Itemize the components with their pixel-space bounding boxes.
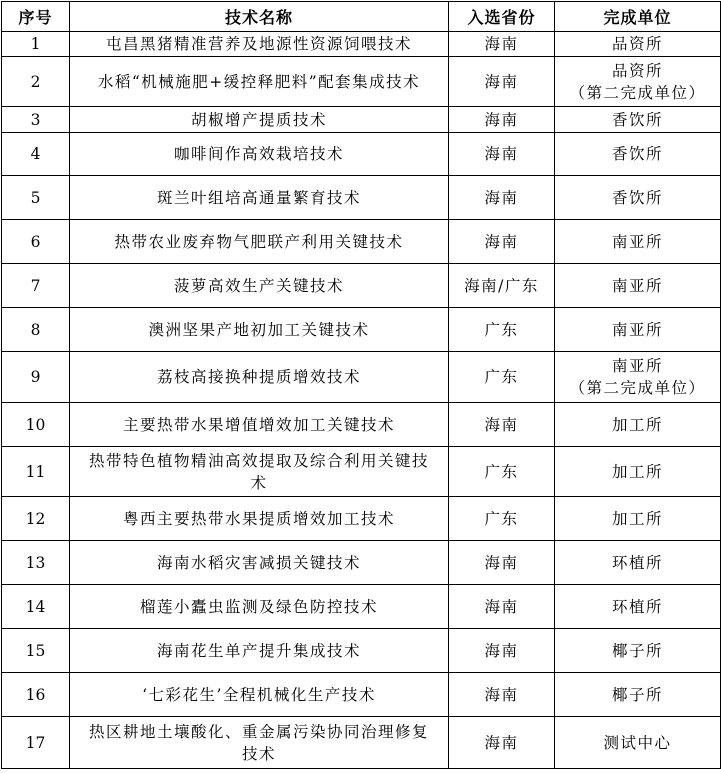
province: 海南 bbox=[449, 403, 555, 447]
province: 海南 bbox=[449, 629, 555, 673]
row-number: 6 bbox=[2, 220, 70, 264]
completing-unit bbox=[555, 447, 721, 497]
province: 海南 bbox=[449, 541, 555, 585]
completing-unit bbox=[555, 107, 721, 133]
header-technology-name: 技术名称 bbox=[70, 2, 449, 32]
province: 海南 bbox=[449, 32, 555, 57]
province: 海南 bbox=[449, 133, 555, 176]
row-number: 3 bbox=[2, 107, 70, 133]
technology-name: 热带农业废弃物气肥联产利用关键技术 bbox=[70, 220, 449, 264]
table-header-row bbox=[2, 2, 721, 32]
row-number: 12 bbox=[2, 497, 70, 541]
unit-name: 椰子所 bbox=[611, 685, 663, 704]
unit-name: 环植所 bbox=[611, 597, 663, 616]
header-number: 序号 bbox=[2, 2, 70, 32]
province: 海南 bbox=[449, 107, 555, 133]
completing-unit bbox=[555, 541, 721, 585]
completing-unit bbox=[555, 57, 721, 107]
unit-name: 测试中心 bbox=[603, 733, 672, 752]
row-number: 7 bbox=[2, 264, 70, 308]
technology-name: 菠萝高效生产关键技术 bbox=[70, 264, 449, 308]
header-province: 入选省份 bbox=[449, 2, 555, 32]
province: 广东 bbox=[449, 308, 555, 352]
row-number: 2 bbox=[2, 57, 70, 107]
completing-unit bbox=[555, 497, 721, 541]
unit-note: （第二完成单位） bbox=[569, 379, 706, 397]
completing-unit bbox=[555, 308, 721, 352]
table-row bbox=[2, 352, 721, 403]
province: 海南 bbox=[449, 717, 555, 769]
table-row bbox=[2, 57, 721, 107]
completing-unit bbox=[555, 220, 721, 264]
province: 海南 bbox=[449, 220, 555, 264]
table-row bbox=[2, 497, 721, 541]
province: 海南/广东 bbox=[449, 264, 555, 308]
row-number: 9 bbox=[2, 352, 70, 403]
table-row bbox=[2, 585, 721, 629]
completing-unit bbox=[555, 585, 721, 629]
unit-name: 品资所 bbox=[611, 35, 663, 53]
table-row bbox=[2, 264, 721, 308]
table-row bbox=[2, 629, 721, 673]
province: 海南 bbox=[449, 176, 555, 220]
table-row bbox=[2, 220, 721, 264]
technology-name: 澳洲坚果产地初加工关键技术 bbox=[70, 308, 449, 352]
technology-name: 胡椒增产提质技术 bbox=[70, 107, 449, 133]
province: 广东 bbox=[449, 497, 555, 541]
province: 海南 bbox=[449, 57, 555, 107]
table-row bbox=[2, 717, 721, 769]
table-row bbox=[2, 133, 721, 176]
technology-name: 榴莲小蠹虫监测及绿色防控技术 bbox=[70, 585, 449, 629]
row-number: 17 bbox=[2, 717, 70, 769]
technology-name: 热带特色植物精油高效提取及综合利用关键技术 bbox=[70, 447, 449, 497]
unit-name: 品资所 bbox=[611, 61, 663, 80]
unit-name: 加工所 bbox=[611, 415, 663, 434]
completing-unit bbox=[555, 629, 721, 673]
table-row bbox=[2, 673, 721, 717]
table-row bbox=[2, 403, 721, 447]
technology-name: 水稻“机械施肥+缓控释肥料”配套集成技术 bbox=[70, 57, 449, 107]
unit-name: 香饮所 bbox=[611, 145, 663, 163]
row-number: 16 bbox=[2, 673, 70, 717]
table-row bbox=[2, 308, 721, 352]
technology-name: 海南花生单产提升集成技术 bbox=[70, 629, 449, 673]
header-completing-unit: 完成单位 bbox=[555, 2, 721, 32]
row-number: 11 bbox=[2, 447, 70, 497]
completing-unit bbox=[555, 673, 721, 717]
row-number: 14 bbox=[2, 585, 70, 629]
technology-name: 主要热带水果增值增效加工关键技术 bbox=[70, 403, 449, 447]
table-row bbox=[2, 176, 721, 220]
unit-name: 加工所 bbox=[611, 462, 663, 481]
row-number: 10 bbox=[2, 403, 70, 447]
completing-unit bbox=[555, 133, 721, 176]
row-number: 15 bbox=[2, 629, 70, 673]
unit-name: 香饮所 bbox=[611, 188, 663, 207]
unit-note: （第二完成单位） bbox=[569, 83, 706, 102]
unit-name: 椰子所 bbox=[611, 641, 663, 660]
technology-name: 热区耕地土壤酸化、重金属污染协同治理修复技术 bbox=[70, 717, 449, 769]
table-row bbox=[2, 32, 721, 57]
unit-name: 南亚所 bbox=[611, 357, 663, 375]
technology-name: ‘七彩花生’全程机械化生产技术 bbox=[70, 673, 449, 717]
province: 广东 bbox=[449, 352, 555, 403]
completing-unit bbox=[555, 717, 721, 769]
row-number: 13 bbox=[2, 541, 70, 585]
unit-name: 南亚所 bbox=[611, 320, 663, 339]
technology-name: 海南水稻灾害减损关键技术 bbox=[70, 541, 449, 585]
province: 海南 bbox=[449, 673, 555, 717]
unit-name: 加工所 bbox=[611, 509, 663, 528]
unit-name: 香饮所 bbox=[611, 110, 663, 129]
row-number: 5 bbox=[2, 176, 70, 220]
technology-name: 荔枝高接换种提质增效技术 bbox=[70, 352, 449, 403]
technology-name: 粤西主要热带水果提质增效加工技术 bbox=[70, 497, 449, 541]
row-number: 1 bbox=[2, 32, 70, 57]
technology-table bbox=[1, 1, 721, 769]
unit-name: 南亚所 bbox=[611, 276, 663, 295]
completing-unit bbox=[555, 176, 721, 220]
completing-unit bbox=[555, 403, 721, 447]
table-row bbox=[2, 541, 721, 585]
unit-name: 环植所 bbox=[611, 553, 663, 572]
technology-name: 屯昌黑猪精准营养及地源性资源饲喂技术 bbox=[70, 32, 449, 57]
technology-name: 斑兰叶组培高通量繁育技术 bbox=[70, 176, 449, 220]
technology-name: 咖啡间作高效栽培技术 bbox=[70, 133, 449, 176]
table-row bbox=[2, 107, 721, 133]
province: 海南 bbox=[449, 585, 555, 629]
row-number: 4 bbox=[2, 133, 70, 176]
completing-unit bbox=[555, 264, 721, 308]
unit-name: 南亚所 bbox=[611, 232, 663, 251]
row-number: 8 bbox=[2, 308, 70, 352]
completing-unit bbox=[555, 32, 721, 57]
table-row bbox=[2, 447, 721, 497]
completing-unit bbox=[555, 352, 721, 403]
province: 广东 bbox=[449, 447, 555, 497]
